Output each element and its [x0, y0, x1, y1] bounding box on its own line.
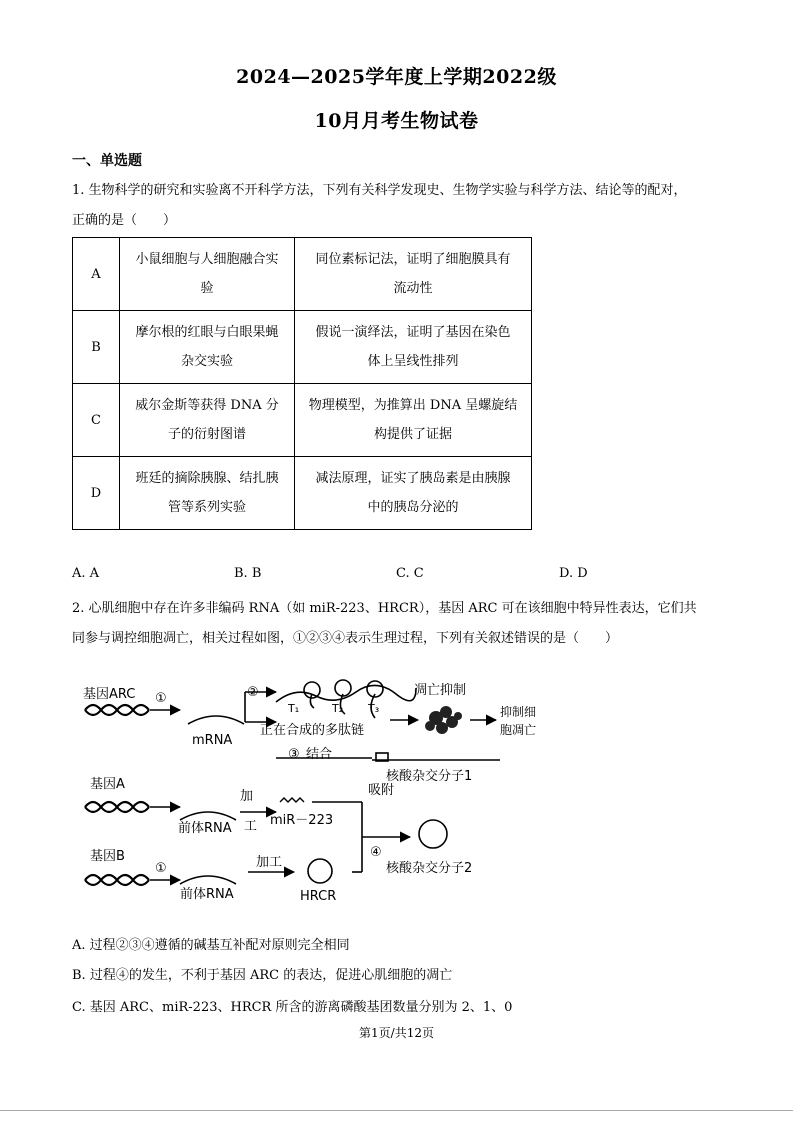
- q2-stem-line2: 同参与调控细胞凋亡，相关过程如图，①②③④表示生理过程，下列有关叙述错误的是（ ）: [72, 631, 619, 646]
- row-letter: D: [73, 457, 120, 530]
- option-b[interactable]: B. B: [234, 566, 262, 581]
- q2-stem: [72, 594, 722, 654]
- row-letter: A: [73, 238, 120, 311]
- label-pre-rna-a: 前体RNA: [178, 821, 232, 836]
- label-apoptosis-inhibit: 凋亡抑制: [414, 683, 467, 698]
- label-t1: T₁: [288, 702, 300, 715]
- mrna-strand: [188, 716, 244, 724]
- exam-title-line1: 2024—2025学年度上学期2022级: [236, 66, 557, 88]
- label-step2: ②: [247, 685, 259, 700]
- cell-line: 中的胰岛分泌的: [367, 500, 459, 515]
- label-inhibit-line1: 抑制细: [500, 705, 537, 719]
- mir-squiggle: [280, 798, 304, 802]
- option-a[interactable]: A. A: [72, 566, 100, 581]
- conclusion-cell: [295, 384, 532, 457]
- hrcr-circle: [308, 859, 332, 883]
- label-process-a1: 加: [240, 789, 254, 804]
- page-bottom-divider: [0, 1110, 793, 1111]
- q1-stem-line1: 1. 生物科学的研究和实验离不开科学方法，下列有关科学发现史、生物学实验与科学方法、结论等的配对，: [72, 183, 687, 198]
- label-hybrid2: 核酸杂交分子2: [386, 861, 473, 876]
- label-mir223: miR－223: [270, 813, 334, 828]
- conclusion-cell: [295, 311, 532, 384]
- option-d[interactable]: D. D: [559, 566, 588, 581]
- dna-helix-icon: [85, 875, 149, 885]
- q1-stem-line2: 正确的是（ ）: [72, 213, 177, 228]
- table-row: [73, 457, 532, 530]
- q2-figure: [80, 672, 537, 912]
- label-t2: T₂: [332, 702, 344, 715]
- experiment-cell: [120, 384, 295, 457]
- dna-helix-icon: [85, 802, 149, 812]
- option-c[interactable]: C. C: [396, 566, 424, 581]
- cell-line: 假说一演绎法，证明了基因在染色: [315, 325, 511, 340]
- label-step1b: ①: [155, 861, 167, 876]
- row-letter: B: [73, 311, 120, 384]
- cell-line: 同位素标记法，证明了细胞膜具有: [315, 252, 511, 267]
- experiment-cell: [120, 311, 295, 384]
- q1-table: [72, 237, 532, 530]
- label-gene-arc: 基因ARC: [83, 687, 136, 702]
- label-inhibit-line2: 胞凋亡: [500, 723, 537, 737]
- label-process-b: 加工: [256, 855, 283, 870]
- experiment-cell: [120, 238, 295, 311]
- q2-option-a[interactable]: A. 过程②③④遵循的碱基互补配对原则完全相同: [72, 938, 350, 953]
- protein-blob-icon: [425, 706, 462, 734]
- label-mrna: mRNA: [192, 733, 233, 748]
- cell-line: 验: [200, 281, 214, 296]
- label-process-a2: 工: [244, 819, 258, 834]
- cell-line: 班廷的摘除胰腺、结扎胰: [135, 471, 279, 486]
- label-hrcr: HRCR: [300, 889, 337, 904]
- exam-title-line2: 10月月考生物试卷: [314, 110, 479, 132]
- pre-rna-strand: [180, 876, 236, 884]
- conclusion-cell: [295, 238, 532, 311]
- dna-helix-icon: [85, 705, 149, 715]
- label-gene-a: 基因A: [90, 777, 125, 792]
- cell-line: 威尔金斯等获得 DNA 分: [135, 398, 279, 413]
- label-polypeptide: 正在合成的多肽链: [260, 723, 365, 738]
- cell-line: 摩尔根的红眼与白眼果蝇: [135, 325, 279, 340]
- pre-rna-strand: [180, 812, 236, 820]
- hybrid2-circle: [419, 820, 447, 848]
- table-row: [73, 384, 532, 457]
- label-gene-b: 基因B: [90, 849, 125, 864]
- page-footer: 第1页/共12页: [359, 1026, 434, 1040]
- cell-line: 杂交实验: [180, 354, 233, 369]
- label-step4: ④: [370, 845, 382, 860]
- cell-line: 体上呈线性排列: [367, 354, 459, 369]
- label-hybrid1: 核酸杂交分子1: [386, 769, 473, 784]
- q2-option-c[interactable]: C. 基因 ARC、miR-223、HRCR 所含的游离磷酸基团数量分别为 2、1、0: [72, 1000, 513, 1015]
- label-adsorb: 吸附: [368, 783, 395, 798]
- experiment-cell: [120, 457, 295, 530]
- label-t3: T₃: [368, 702, 380, 715]
- q2-option-b[interactable]: B. 过程④的发生，不利于基因 ARC 的表达，促进心肌细胞的凋亡: [72, 968, 453, 983]
- cell-line: 流动性: [393, 281, 433, 296]
- cell-line: 小鼠细胞与人细胞融合实: [135, 252, 279, 267]
- q2-stem-line1: 2. 心肌细胞中存在许多非编码 RNA（如 miR-223、HRCR），基因 ARC 可在该细胞中特异性表达，它们共: [72, 601, 697, 616]
- row-letter: C: [73, 384, 120, 457]
- q1-stem: [72, 176, 722, 236]
- cell-line: 物理模型，为推算出 DNA 呈螺旋结: [308, 398, 518, 413]
- table-row: [73, 238, 532, 311]
- label-pre-rna-b: 前体RNA: [180, 887, 234, 902]
- conclusion-cell: [295, 457, 532, 530]
- label-step1: ①: [155, 691, 167, 706]
- cell-line: 减法原理，证实了胰岛素是由胰腺: [315, 471, 511, 486]
- cell-line: 管等系列实验: [167, 500, 246, 515]
- cell-line: 构提供了证据: [373, 427, 452, 442]
- section-heading: 一、单选题: [72, 153, 142, 169]
- cell-line: 子的衍射图谱: [167, 427, 246, 442]
- table-row: [73, 311, 532, 384]
- label-step3: ③: [288, 747, 300, 762]
- label-bind: 结合: [306, 747, 333, 762]
